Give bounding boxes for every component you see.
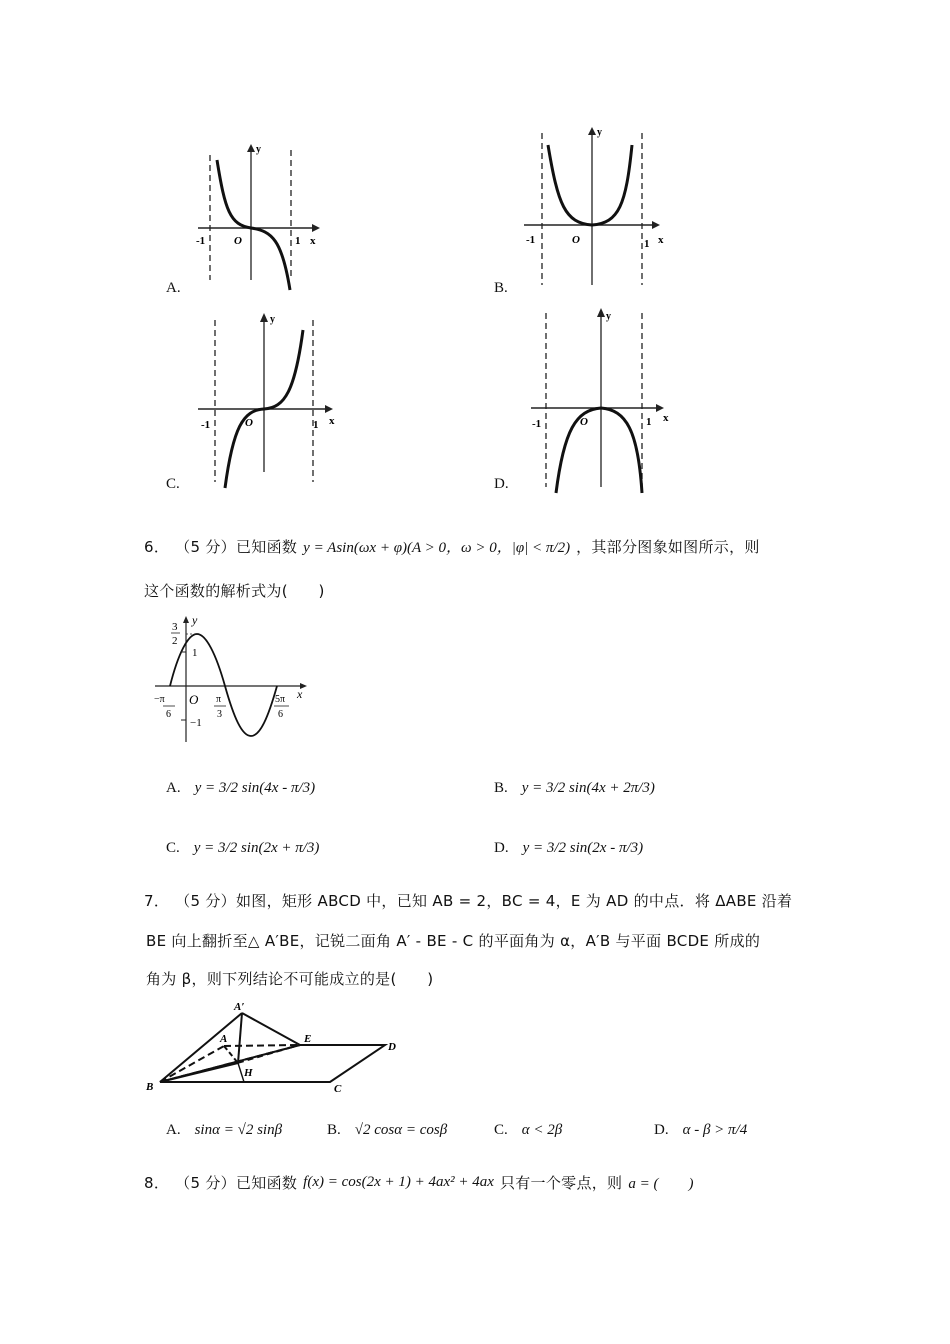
q5b-x: x — [658, 234, 664, 246]
q7-line3: 角为 β，则下列结论不可能成立的是( ) — [146, 970, 434, 988]
q6-graph-y-top-den: 2 — [172, 635, 178, 647]
q6-graph-pi3-num: π — [216, 694, 222, 705]
q6-graph-pi3-den: 3 — [217, 709, 222, 720]
q5c-one: 1 — [313, 419, 319, 431]
q6-option-b-label: B. — [494, 780, 508, 796]
q5d-x: x — [663, 412, 669, 424]
q8-tail: 只有一个零点，则 — [499, 1174, 623, 1192]
q5-option-c-label[interactable]: C. — [166, 476, 180, 492]
q7-line1: （5 分）如图，矩形 ABCD 中，已知 AB = 2，BC = 4，E 为 AD 的中点．将 ΔABE 沿着 — [175, 892, 793, 910]
q6-graph-neg-pi6-num: −π — [154, 694, 165, 705]
q7-option-b-expr: √2 cosα = cosβ — [354, 1122, 448, 1138]
q7-label-b: B — [146, 1081, 154, 1093]
q7-option-c-expr: α < 2β — [521, 1122, 563, 1138]
q7-label-a: A — [220, 1033, 228, 1045]
q7-option-b-label: B. — [327, 1122, 341, 1138]
q5c-origin: O — [245, 417, 253, 429]
q5d-origin: O — [580, 416, 588, 428]
q6-option-a[interactable] — [166, 780, 315, 797]
q7-label-e: E — [304, 1033, 312, 1045]
q6-graph-y: y — [192, 614, 198, 627]
q7-stem-line1 — [144, 890, 792, 911]
q5c-neg-one: -1 — [201, 419, 211, 431]
q7-option-a[interactable] — [166, 1122, 282, 1139]
q7-option-a-label: A. — [166, 1122, 181, 1138]
q6-option-d-label: D. — [494, 840, 509, 856]
q6-graph-neg-one: −1 — [190, 717, 202, 729]
q8-ask: a = ( ) — [628, 1176, 694, 1192]
q6-option-b-expr: y = 3/2 sin(4x + 2π/3) — [521, 780, 655, 796]
q6-stem-line1 — [144, 526, 760, 566]
q7-option-b[interactable] — [327, 1122, 447, 1139]
q5d-one: 1 — [646, 416, 652, 428]
q7-number: 7． — [144, 892, 170, 910]
q6-option-b[interactable] — [494, 780, 655, 797]
q7-label-c: C — [334, 1083, 342, 1095]
q6-option-c[interactable] — [166, 840, 319, 857]
q6-graph-origin: O — [189, 692, 199, 707]
q5d-neg-one: -1 — [532, 418, 542, 430]
q6-formula: y = Asin(ωx + φ)(A > 0，ω > 0，|φ| < π/2) — [303, 539, 571, 556]
q6-graph-neg-pi6-den: 6 — [166, 709, 171, 720]
q5c-y: y — [270, 314, 275, 325]
q6-graph-y-top-num: 3 — [172, 621, 178, 633]
q7-option-d[interactable] — [654, 1122, 747, 1139]
q5a-one: 1 — [295, 235, 301, 247]
q5a-neg-one: -1 — [196, 235, 206, 247]
q6-option-a-expr: y = 3/2 sin(4x - π/3) — [194, 780, 316, 796]
q5b-one: 1 — [644, 238, 650, 250]
q6-graph-5pi6-den: 6 — [278, 709, 283, 720]
q5a-x: x — [310, 235, 316, 247]
q6-stem-line2: 这个函数的解析式为( ) — [144, 582, 325, 600]
q6-option-c-expr: y = 3/2 sin(2x + π/3) — [193, 840, 320, 856]
q6-graph-x: x — [297, 687, 303, 701]
q7-figure — [140, 1000, 410, 1095]
q5a-origin: O — [234, 235, 242, 247]
q7-option-a-expr: sinα = √2 sinβ — [194, 1122, 283, 1138]
q7-option-c[interactable] — [494, 1122, 562, 1139]
q7-label-d: D — [388, 1041, 396, 1053]
q7-option-d-expr: α - β > π/4 — [682, 1122, 748, 1138]
q6-option-a-label: A. — [166, 780, 181, 796]
q5b-origin: O — [572, 234, 580, 246]
q6-number: 6． — [144, 537, 170, 556]
q7-line2: BE 向上翻折至△ A′BE，记锐二面角 A′ - BE - C 的平面角为 α，A′B 与平面 BCDE 所成的 — [146, 932, 761, 950]
q8-score: （5 分）已知函数 — [175, 1174, 298, 1192]
q7-option-c-label: C. — [494, 1122, 508, 1138]
q6-tail: ，其部分图象如图所示，则 — [576, 537, 760, 556]
q7-option-d-label: D. — [654, 1122, 669, 1138]
q5-graph-d — [528, 305, 678, 495]
q8-stem — [144, 1172, 693, 1193]
q5b-neg-one: -1 — [526, 234, 536, 246]
q5-graph-b — [520, 125, 670, 295]
q5-option-d-label[interactable]: D. — [494, 476, 509, 492]
q5c-x: x — [329, 415, 335, 427]
q5-option-a-label[interactable]: A. — [166, 280, 181, 296]
q7-label-aprime: A′ — [234, 1001, 245, 1013]
q6-option-d-expr: y = 3/2 sin(2x - π/3) — [522, 840, 644, 856]
q6-option-d[interactable] — [494, 840, 643, 857]
q6-option-c-label: C. — [166, 840, 180, 856]
q8-formula: f(x) = cos(2x + 1) + 4ax² + 4ax — [303, 1174, 494, 1190]
q6-graph-5pi6-num: 5π — [275, 694, 286, 705]
q8-number: 8． — [144, 1174, 170, 1192]
q5-graph-a — [190, 140, 330, 295]
q6-graph-one: 1 — [192, 647, 198, 659]
q7-label-h: H — [244, 1067, 253, 1079]
q5-graph-c — [195, 310, 345, 490]
q5-option-b-label[interactable]: B. — [494, 280, 508, 296]
q6-graph — [150, 614, 315, 746]
q6-score: （5 分）已知函数 — [175, 537, 298, 556]
q5a-y: y — [256, 144, 261, 155]
q5b-y: y — [597, 127, 602, 138]
q5d-y: y — [606, 311, 611, 322]
